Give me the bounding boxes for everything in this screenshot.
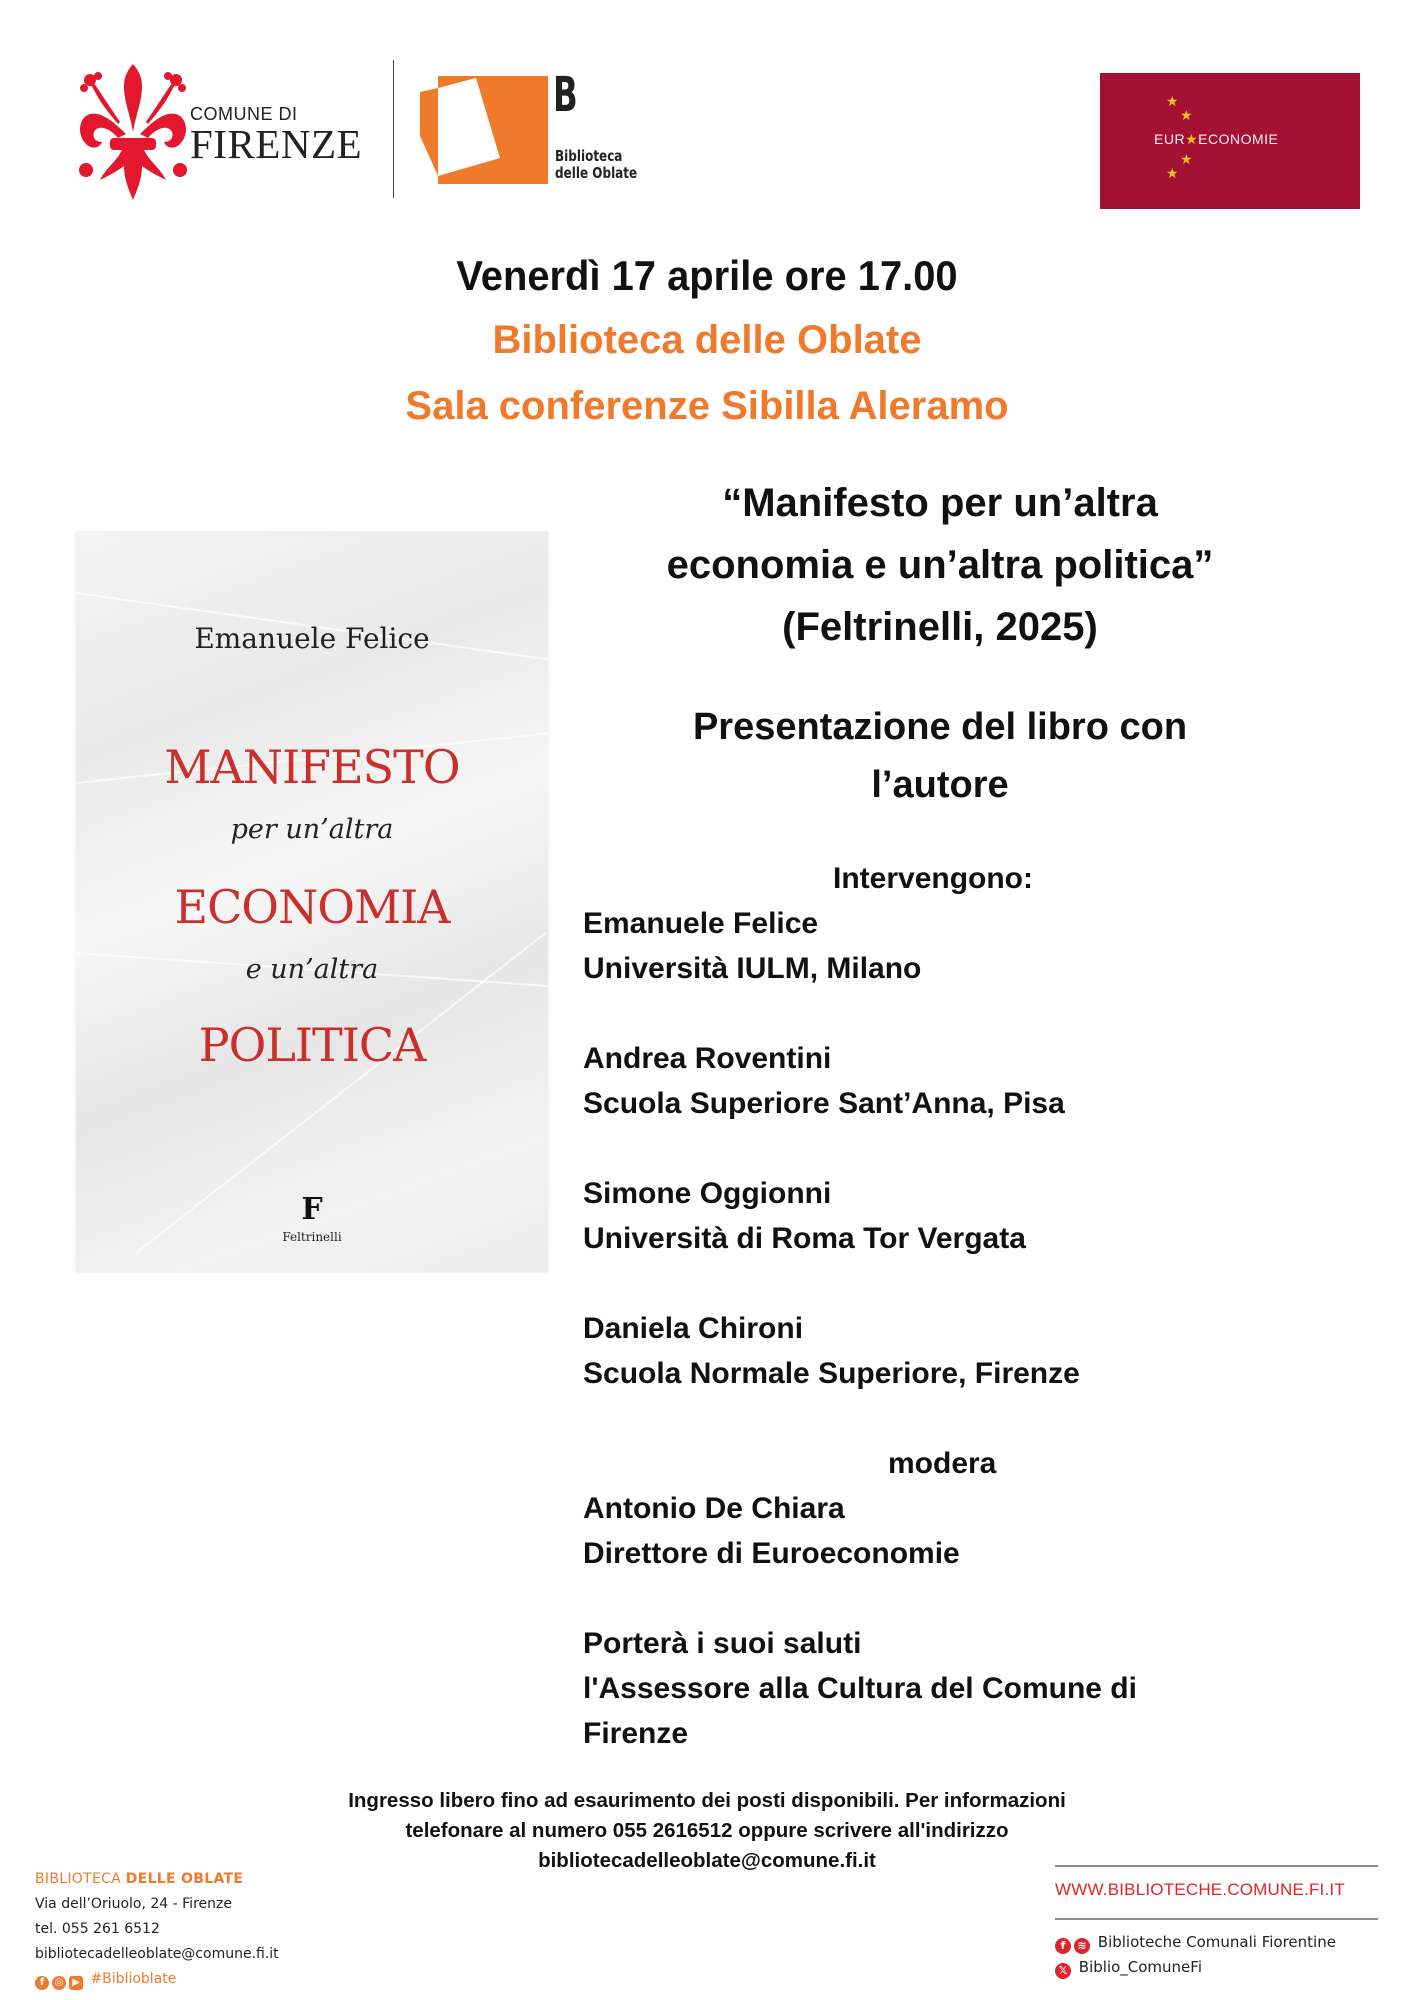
info-email-link[interactable]: bibliotecadelleoblate@comune.fi.it xyxy=(538,1849,876,1872)
library-email[interactable]: bibliotecadelleoblate@comune.fi.it xyxy=(35,1946,279,1962)
star-icon: ★ xyxy=(1166,94,1179,110)
logo-divider xyxy=(393,60,394,198)
speakers-list xyxy=(583,856,1283,1756)
admission-info xyxy=(0,1786,1414,1876)
social-row-x xyxy=(1055,1958,1202,1979)
library-name xyxy=(35,1867,279,1892)
spotify-icon[interactable]: ≋ xyxy=(1074,1938,1090,1954)
book-title xyxy=(580,472,1300,658)
speaker-affiliation: Scuola Superiore Sant’Anna, Pisa xyxy=(583,1087,1065,1120)
instagram-icon[interactable]: ◎ xyxy=(52,1976,66,1990)
speakers-label: Intervengono: xyxy=(833,862,1033,895)
info-line1: Ingresso libero fino ad esaurimento dei posti disponibili. Per informazioni xyxy=(348,1789,1066,1812)
facebook-icon[interactable]: f xyxy=(35,1976,49,1990)
comune-di-firenze-logo xyxy=(190,104,363,167)
book-title-line1: “Manifesto per un’altra xyxy=(722,481,1158,525)
library-name-light: BIBLIOTECA xyxy=(35,1871,126,1887)
oblate-line2: delle Oblate xyxy=(555,164,638,182)
event-venue: Biblioteca delle Oblate xyxy=(492,318,922,362)
presentation-heading xyxy=(580,698,1300,814)
star-icon: ★ xyxy=(1185,131,1199,147)
x-icon[interactable]: 𝕏 xyxy=(1055,1963,1071,1979)
oblate-line1: Biblioteca xyxy=(555,147,623,165)
moderator-role: Direttore di Euroeconomie xyxy=(583,1537,960,1570)
footer-divider xyxy=(1055,1865,1378,1867)
social-row-facebook-spotify xyxy=(1055,1933,1336,1954)
speaker-name: Emanuele Felice xyxy=(583,907,819,940)
footer-divider xyxy=(1055,1918,1378,1920)
feltrinelli-logo-icon: F xyxy=(301,1192,323,1227)
book-cover-image xyxy=(76,532,548,1272)
event-datetime: Venerdì 17 aprile ore 17.00 xyxy=(456,252,958,299)
euro-text-left: EUR xyxy=(1154,131,1186,147)
star-icon: ★ xyxy=(1166,166,1179,182)
euroeconomie-logo xyxy=(1100,73,1360,209)
oblate-logo-text xyxy=(555,148,637,182)
cover-title-politica: POLITICA xyxy=(198,1018,426,1072)
star-icon: ★ xyxy=(1180,108,1193,124)
greetings-line1: Porterà i suoi saluti xyxy=(583,1627,862,1660)
greetings-line2: l'Assessore alla Cultura del Comune di xyxy=(583,1672,1137,1705)
cover-author: Emanuele Felice xyxy=(194,622,430,655)
oblate-book-icon xyxy=(420,76,550,186)
library-phone: tel. 055 261 6512 xyxy=(35,1921,160,1937)
speaker-affiliation: Scuola Normale Superiore, Firenze xyxy=(583,1357,1080,1390)
moderator-label: modera xyxy=(888,1447,997,1480)
star-icon: ★ xyxy=(1180,152,1193,168)
comune-label: COMUNE DI xyxy=(190,104,298,124)
library-social xyxy=(35,1967,279,1992)
florence-lily-icon xyxy=(76,62,191,202)
library-name-bold: DELLE OBLATE xyxy=(125,1871,244,1887)
event-room: Sala conferenze Sibilla Aleramo xyxy=(405,384,1009,428)
library-address: Via dell’Oriuolo, 24 - Firenze xyxy=(35,1896,232,1912)
website-link[interactable]: WWW.BIBLIOTECHE.COMUNE.FI.IT xyxy=(1055,1880,1345,1899)
oblate-b-mark: B xyxy=(553,67,578,123)
cover-subtitle-1: per un’altra xyxy=(230,814,394,845)
youtube-icon[interactable]: ▶ xyxy=(69,1976,83,1990)
cover-title-manifesto: MANIFESTO xyxy=(164,740,460,794)
cover-publisher: Feltrinelli xyxy=(282,1230,342,1244)
speaker-affiliation: Università di Roma Tor Vergata xyxy=(583,1222,1026,1255)
greetings-line3: Firenze xyxy=(583,1717,689,1750)
speaker-name: Daniela Chironi xyxy=(583,1312,804,1345)
book-title-line3: (Feltrinelli, 2025) xyxy=(782,605,1098,649)
presentation-line1: Presentazione del libro con xyxy=(692,706,1188,748)
hashtag: #Biblioblate xyxy=(90,1971,177,1987)
speaker-affiliation: Università IULM, Milano xyxy=(583,952,922,985)
cover-title-economia: ECONOMIA xyxy=(174,880,450,934)
social-handle-2: Biblio_ComuneFi xyxy=(1078,1958,1202,1976)
firenze-label: FIRENZE xyxy=(190,121,363,167)
cover-subtitle-2: e un’altra xyxy=(245,954,379,985)
euroeconomie-wordmark xyxy=(1154,131,1278,148)
book-title-line2: economia e un’altra politica” xyxy=(666,543,1214,587)
moderator-name: Antonio De Chiara xyxy=(583,1492,845,1525)
presentation-line2: l’autore xyxy=(871,764,1009,806)
info-line2: telefonare al numero 055 2616512 oppure scrivere all'indirizzo xyxy=(405,1819,1009,1842)
social-handle-1: Biblioteche Comunali Fiorentine xyxy=(1097,1933,1336,1951)
speaker-name: Andrea Roventini xyxy=(583,1042,832,1075)
library-contact-block xyxy=(35,1867,279,1992)
euro-text-right: ECONOMIE xyxy=(1198,131,1279,147)
facebook-icon[interactable]: f xyxy=(1055,1938,1071,1954)
speaker-name: Simone Oggionni xyxy=(583,1177,832,1210)
